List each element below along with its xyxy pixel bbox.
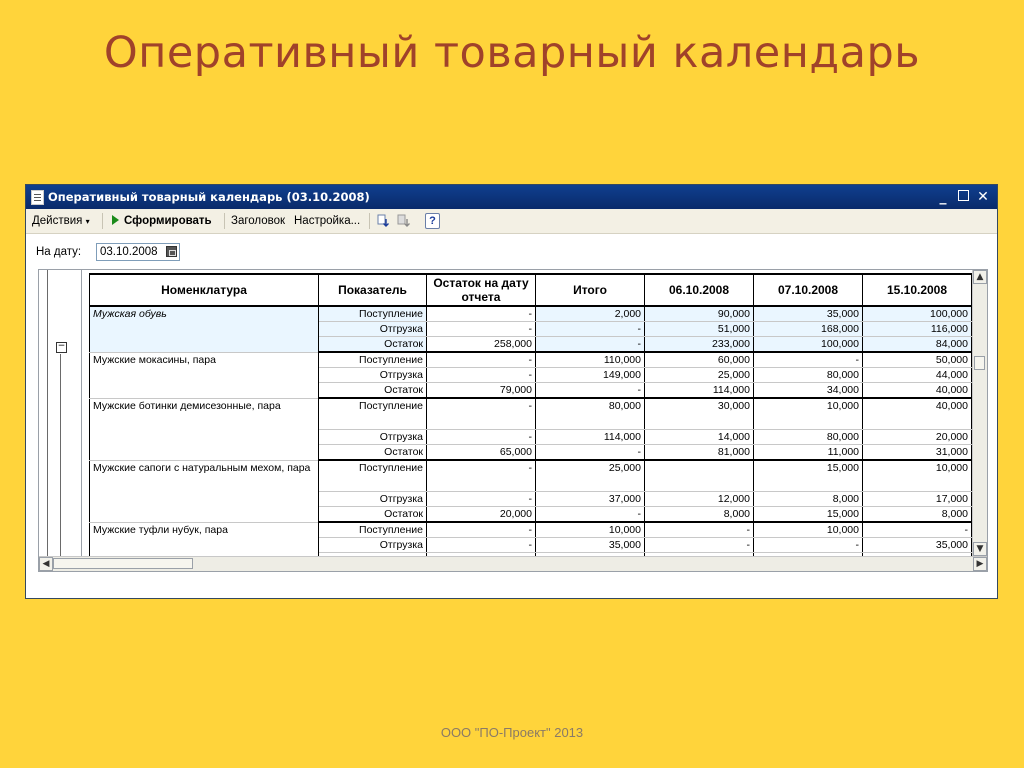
actions-menu[interactable]: [32, 209, 90, 233]
collapse-group-icon[interactable]: −: [57, 341, 66, 351]
table-row[interactable]: [90, 352, 972, 368]
slide-footer: ООО "ПО-Проект" 2013: [440, 725, 584, 740]
collapse-rows-icon[interactable]: [397, 214, 411, 228]
table-row[interactable]: [90, 398, 972, 430]
maximize-button[interactable]: [953, 185, 973, 209]
value-cell[interactable]: 17,000: [863, 492, 972, 507]
document-icon: [31, 190, 44, 205]
value-cell[interactable]: 80,000: [754, 430, 863, 445]
value-cell[interactable]: 10,000: [863, 460, 972, 492]
nomenclature-cell[interactable]: Мужские мокасины, пара: [90, 352, 319, 398]
value-cell[interactable]: 100,000: [863, 306, 972, 322]
value-cell[interactable]: 8,000: [645, 507, 754, 523]
report-date-value: 03.10.2008: [100, 246, 158, 258]
toolbar-separator: [102, 213, 103, 229]
report-grid[interactable]: [38, 269, 988, 572]
value-cell[interactable]: -: [536, 383, 645, 399]
indicator-cell[interactable]: Остаток: [319, 337, 427, 353]
window-titlebar[interactable]: [26, 185, 997, 209]
vertical-scroll-thumb[interactable]: [974, 356, 985, 370]
report-table: [89, 273, 972, 569]
form-label: Сформировать: [124, 215, 212, 227]
value-cell[interactable]: 60,000: [645, 352, 754, 368]
value-cell[interactable]: 11,000: [754, 445, 863, 461]
value-cell[interactable]: 35,000: [536, 538, 645, 553]
toolbar-separator: [224, 213, 225, 229]
indicator-cell[interactable]: Отгрузка: [319, 538, 427, 553]
horizontal-scrollbar[interactable]: [39, 556, 987, 571]
header-button[interactable]: Заголовок: [231, 215, 286, 227]
indicator-cell[interactable]: Поступление: [319, 522, 427, 538]
indicator-cell[interactable]: Остаток: [319, 507, 427, 523]
value-cell[interactable]: 25,000: [536, 460, 645, 492]
nomenclature-cell[interactable]: Мужские ботинки демисезонные, пара: [90, 398, 319, 460]
value-cell[interactable]: 258,000: [427, 337, 536, 353]
value-cell[interactable]: 50,000: [863, 352, 972, 368]
value-cell[interactable]: 79,000: [427, 383, 536, 399]
help-icon[interactable]: ?: [425, 213, 440, 229]
settings-button[interactable]: Настройка...: [294, 215, 361, 227]
value-cell[interactable]: 35,000: [863, 538, 972, 553]
value-cell[interactable]: 116,000: [863, 322, 972, 337]
value-cell[interactable]: 80,000: [536, 398, 645, 430]
value-cell[interactable]: 10,000: [754, 398, 863, 430]
grouping-gutter: [39, 270, 82, 570]
value-cell[interactable]: 34,000: [754, 383, 863, 399]
value-cell[interactable]: 14,000: [645, 430, 754, 445]
indicator-cell[interactable]: Остаток: [319, 383, 427, 399]
column-header[interactable]: Номенклатура: [90, 274, 319, 306]
value-cell[interactable]: 40,000: [863, 383, 972, 399]
value-cell[interactable]: 37,000: [536, 492, 645, 507]
scroll-right-icon[interactable]: ▶: [973, 557, 987, 571]
tree-line: [47, 270, 48, 556]
dropdown-arrow-icon: ▾: [85, 217, 90, 226]
play-icon: [112, 215, 119, 225]
value-cell[interactable]: -: [427, 398, 536, 430]
value-cell[interactable]: -: [536, 337, 645, 353]
value-cell[interactable]: -: [645, 538, 754, 553]
value-cell[interactable]: 149,000: [536, 368, 645, 383]
value-cell[interactable]: 65,000: [427, 445, 536, 461]
indicator-cell[interactable]: Остаток: [319, 445, 427, 461]
value-cell[interactable]: 44,000: [863, 368, 972, 383]
value-cell[interactable]: 35,000: [754, 306, 863, 322]
scroll-left-icon[interactable]: ◀: [39, 557, 53, 571]
column-header[interactable]: Остаток на дату отчета: [427, 274, 536, 306]
value-cell[interactable]: -: [427, 430, 536, 445]
value-cell[interactable]: -: [863, 522, 972, 538]
value-cell[interactable]: -: [427, 306, 536, 322]
value-cell[interactable]: 233,000: [645, 337, 754, 353]
report-window: [25, 184, 998, 599]
value-cell[interactable]: 100,000: [754, 337, 863, 353]
value-cell[interactable]: -: [754, 352, 863, 368]
value-cell[interactable]: 40,000: [863, 398, 972, 430]
value-cell[interactable]: -: [754, 538, 863, 553]
value-cell[interactable]: 114,000: [645, 383, 754, 399]
minimize-button[interactable]: _: [939, 189, 947, 205]
slide-title: Оперативный товарный календарь: [103, 28, 921, 78]
scroll-down-icon[interactable]: ▼: [973, 542, 987, 556]
indicator-cell[interactable]: Поступление: [319, 306, 427, 322]
indicator-cell[interactable]: Поступление: [319, 398, 427, 430]
vertical-scrollbar[interactable]: [972, 270, 987, 556]
value-cell[interactable]: [645, 460, 754, 492]
maximize-icon: [958, 190, 969, 201]
tree-line: [60, 354, 61, 556]
value-cell[interactable]: 81,000: [645, 445, 754, 461]
report-date-input[interactable]: [96, 243, 180, 261]
value-cell[interactable]: 10,000: [536, 522, 645, 538]
scroll-up-icon[interactable]: ▲: [973, 270, 987, 284]
indicator-cell[interactable]: Отгрузка: [319, 430, 427, 445]
expand-rows-icon[interactable]: [377, 214, 391, 228]
value-cell[interactable]: 15,000: [754, 460, 863, 492]
value-cell[interactable]: 51,000: [645, 322, 754, 337]
value-cell[interactable]: -: [427, 322, 536, 337]
value-cell[interactable]: -: [427, 352, 536, 368]
column-header[interactable]: Показатель: [319, 274, 427, 306]
nomenclature-cell[interactable]: Мужская обувь: [90, 306, 319, 352]
value-cell[interactable]: 20,000: [427, 507, 536, 523]
indicator-cell[interactable]: Поступление: [319, 352, 427, 368]
value-cell[interactable]: 80,000: [754, 368, 863, 383]
toolbar: [26, 209, 997, 234]
value-cell[interactable]: -: [427, 522, 536, 538]
column-header[interactable]: 06.10.2008: [645, 274, 754, 306]
value-cell[interactable]: -: [536, 322, 645, 337]
value-cell[interactable]: -: [645, 522, 754, 538]
value-cell[interactable]: 8,000: [754, 492, 863, 507]
nomenclature-cell[interactable]: Мужские туфли нубук, пара: [90, 522, 319, 568]
calendar-icon[interactable]: [166, 246, 177, 257]
value-cell[interactable]: 30,000: [645, 398, 754, 430]
form-button[interactable]: [112, 209, 212, 233]
value-cell[interactable]: 90,000: [645, 306, 754, 322]
value-cell[interactable]: 12,000: [645, 492, 754, 507]
horizontal-scroll-thumb[interactable]: [53, 558, 193, 569]
value-cell[interactable]: 84,000: [863, 337, 972, 353]
value-cell[interactable]: 2,000: [536, 306, 645, 322]
date-label: На дату:: [36, 246, 82, 258]
actions-label: Действия: [32, 215, 83, 227]
close-button[interactable]: ✕: [977, 189, 989, 205]
value-cell[interactable]: -: [536, 445, 645, 461]
value-cell[interactable]: -: [536, 507, 645, 523]
table-row[interactable]: [90, 522, 972, 538]
value-cell[interactable]: -: [427, 538, 536, 553]
column-header[interactable]: Итого: [536, 274, 645, 306]
toolbar-separator: [369, 213, 370, 229]
table-row[interactable]: [90, 306, 972, 322]
value-cell[interactable]: -: [427, 368, 536, 383]
value-cell[interactable]: -: [427, 460, 536, 492]
indicator-cell[interactable]: Отгрузка: [319, 368, 427, 383]
value-cell[interactable]: 10,000: [754, 522, 863, 538]
table-row[interactable]: [90, 460, 972, 492]
value-cell[interactable]: 114,000: [536, 430, 645, 445]
column-header[interactable]: 07.10.2008: [754, 274, 863, 306]
value-cell[interactable]: 15,000: [754, 507, 863, 523]
indicator-cell[interactable]: Поступление: [319, 460, 427, 492]
value-cell[interactable]: 31,000: [863, 445, 972, 461]
indicator-cell[interactable]: Отгрузка: [319, 322, 427, 337]
value-cell[interactable]: 110,000: [536, 352, 645, 368]
value-cell[interactable]: -: [427, 492, 536, 507]
value-cell[interactable]: 8,000: [863, 507, 972, 523]
nomenclature-cell[interactable]: Мужские сапоги с натуральным мехом, пара: [90, 460, 319, 522]
value-cell[interactable]: 168,000: [754, 322, 863, 337]
column-header[interactable]: 15.10.2008: [863, 274, 972, 306]
value-cell[interactable]: 25,000: [645, 368, 754, 383]
value-cell[interactable]: 20,000: [863, 430, 972, 445]
window-title: Оперативный товарный календарь (03.10.2008): [48, 190, 370, 204]
indicator-cell[interactable]: Отгрузка: [319, 492, 427, 507]
